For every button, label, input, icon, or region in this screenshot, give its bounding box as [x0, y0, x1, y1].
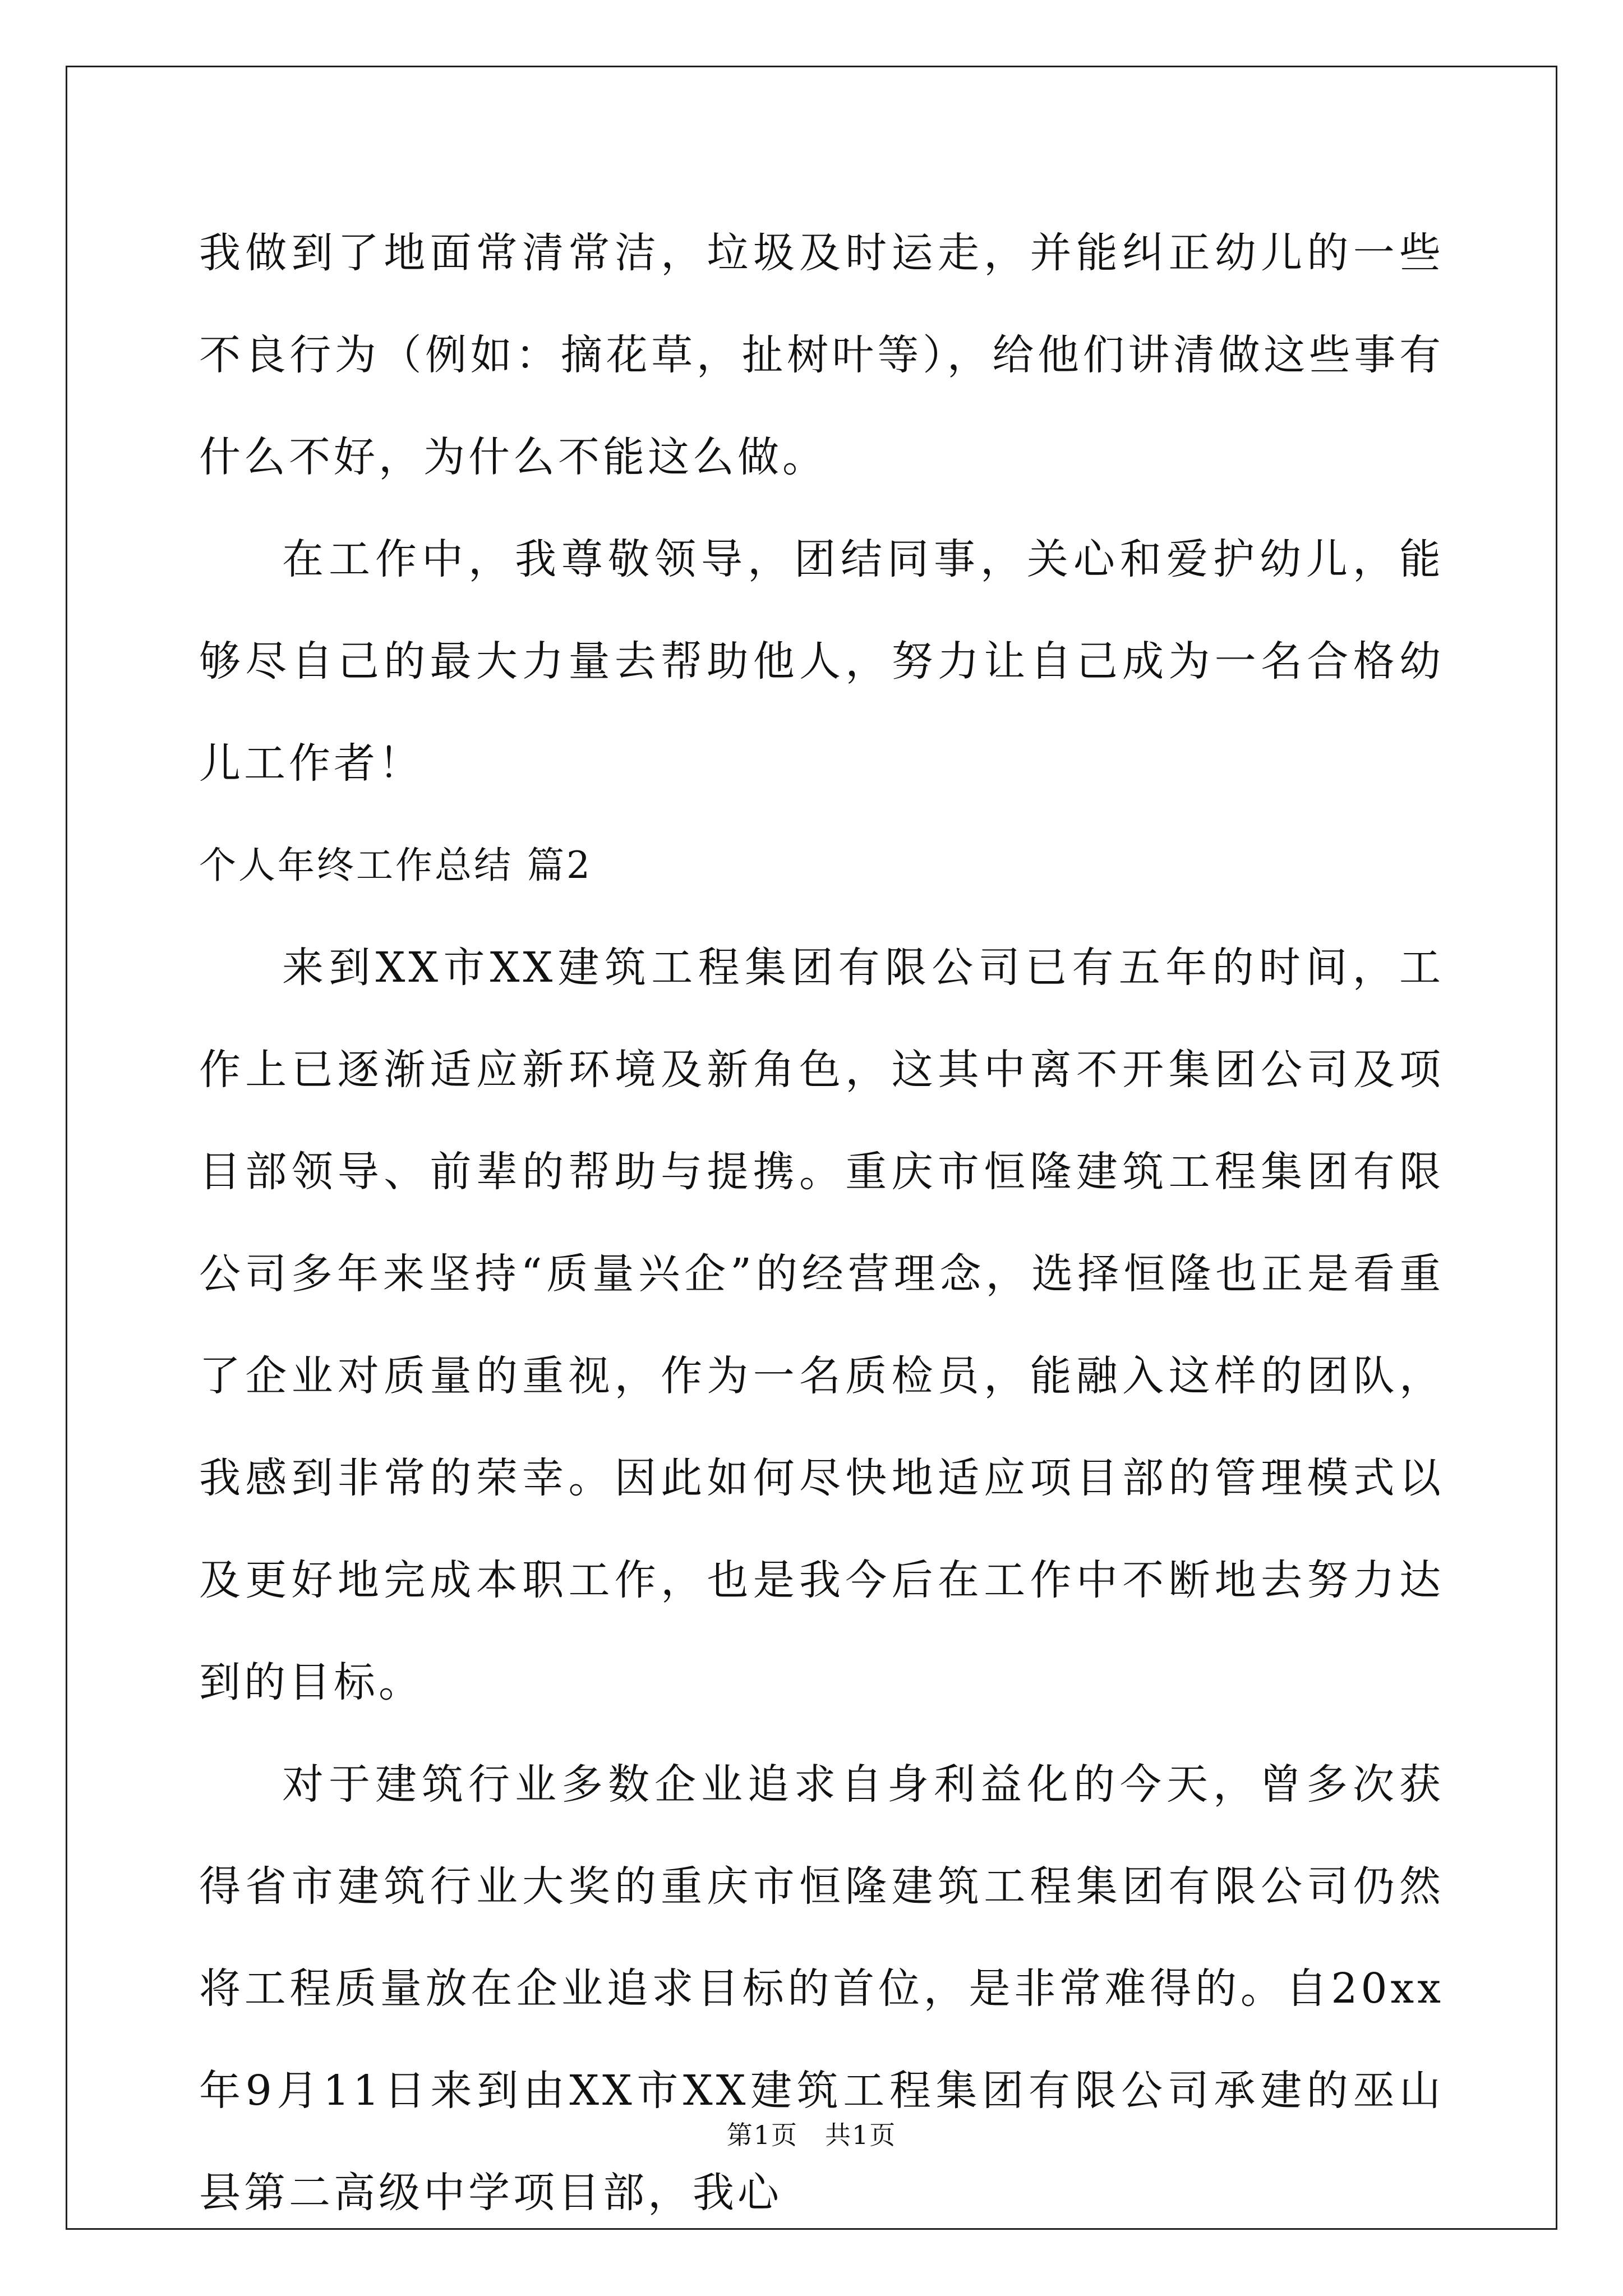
- paragraph-3: 来到XX市XX建筑工程集团有限公司已有五年的时间，工作上已逐渐适应新环境及新角色，这其中离不开集团公司及项目部领导、前辈的帮助与提携。重庆市恒隆建筑工程集团有限公司多年来坚持“质量兴企”的经营理念，选择恒隆也正是看重了企业对质量的重视，作为一名质检员，能融入这样的团队，我感到非常的荣幸。因此如何尽快地适应项目部的管理模式以及更好地完成本职工作，也是我今后在工作中不断地去努力达到的目标。: [199, 944, 1444, 1706]
- page-footer: 第1页 共1页: [726, 2120, 897, 2150]
- paragraph-2: 在工作中，我尊敬领导，团结同事，关心和爱护幼儿，能够尽自己的最大力量去帮助他人，努力让自己成为一名合格幼儿工作者！: [199, 535, 1444, 788]
- document-body: [199, 202, 1444, 2244]
- section-heading: 个人年终工作总结 篇2: [199, 844, 592, 887]
- paragraph-4: 对于建筑行业多数企业追求自身利益化的今天，曾多次获得省市建筑行业大奖的重庆市恒隆建筑工程集团有限公司仍然将工程质量放在企业追求目标的首位，是非常难得的。自20xx年9月11日来到由XX市XX建筑工程集团有限公司承建的巫山县第二高级中学项目部，我心: [199, 1760, 1444, 2217]
- paragraph-1: 我做到了地面常清常洁，垃圾及时运走，并能纠正幼儿的一些不良行为（例如：摘花草，扯树叶等），给他们讲清做这些事有什么不好，为什么不能这么做。: [199, 229, 1444, 481]
